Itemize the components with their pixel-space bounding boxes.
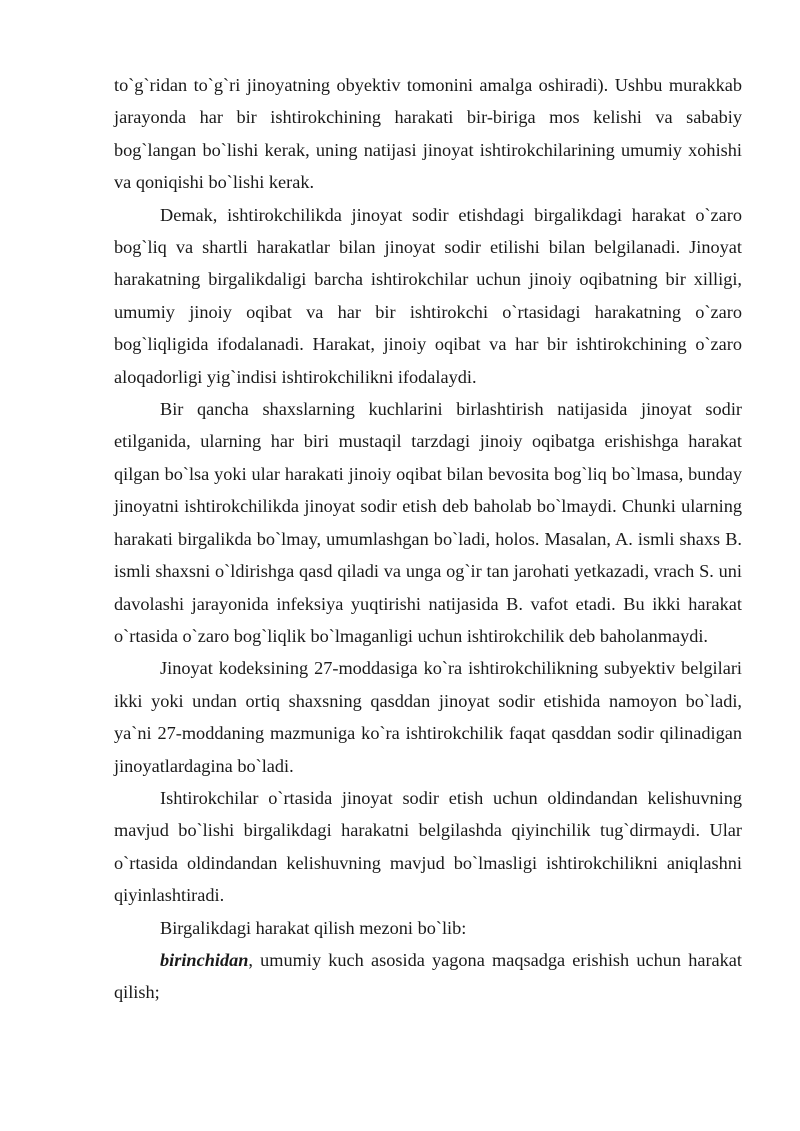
paragraph-birinchidan-text: , umumiy kuch asosida yagona maqsadga erishish uchun harakat qilish; — [114, 949, 742, 1003]
paragraph-demak: Demak, ishtirokchilikda jinoyat sodir etishdagi birgalikdagi harakat o`zaro bog`liq va shartli harakatlar bilan jinoyat sodir etilishi bilan belgilanadi. Jinoyat harakatning birgalikdaligi barcha ishtirokchilar uchun jinoiy oqibatning bir xilligi, umumiy jinoiy oqibat va har bir ishtirokchi o`rtasidagi harakatning o`zaro bog`liqligida ifodalanadi. Harakat, jinoiy oqibat va har bir ishtirokchining o`zaro aloqadorligi yig`indisi ishtirokchilikni ifodalaydi. — [114, 204, 742, 387]
paragraph-jinoyat-kodeksi: Jinoyat kodeksining 27-moddasiga ko`ra ishtirokchilikning subyektiv belgilari ikki yoki undan ortiq shaxsning qasddan jinoyat sodir etishida namoyon bo`ladi, ya`ni 27-moddaning mazmuniga ko`ra ishtirokchilik faqat qasddan sodir qilinadigan jinoyatlardagina bo`ladi. — [114, 658, 742, 776]
paragraph-ishtirokchilar: Ishtirokchilar o`rtasida jinoyat sodir etish uchun oldindandan kelishuvning mavjud bo`lishi birgalikdagi harakatni belgilashda qiyinchilik tug`dirmaydi. Ular o`rtasida oldindandan kelishuvning mavjud bo`lmasligi ishtirokchilikni aniqlashni qiyinlashtiradi. — [114, 787, 742, 906]
paragraph-mezon-intro: Birgalikdagi harakat qilish mezoni bo`lib: — [160, 917, 467, 938]
emphasis-birinchidan: birinchidan — [160, 949, 249, 970]
paragraph-birinchidan — [114, 944, 742, 1009]
paragraph-bir-qancha: Bir qancha shaxslarning kuchlarini birlashtirish natijasida jinoyat sodir etilganida, ularning har biri mustaqil tarzdagi jinoiy oqibatga erishishga harakat qilgan bo`lsa yoki ular harakati jinoiy oqibat bilan bevosita bog`liq bo`lmasa, bunday jinoyatni ishtirokchilikda jinoyat sodir etish deb baholab bo`lmaydi. Chunki ularning harakati birgalikda bo`lmay, umumlashgan bo`ladi, holos. Masalan, A. ismli shaxs B. ismli shaxsni o`ldirishga qasd qiladi va unga og`ir tan jarohati yetkazadi, vrach S. uni davolashi jarayonida infeksiya yuqtirishi natijasida B. vafot etadi. Bu ikki harakat o`rtasida o`zaro bog`liqlik bo`lmaganligi uchun ishtirokchilik deb baholanmaydi. — [114, 399, 742, 646]
document-page — [114, 69, 742, 1009]
paragraph-continuation: to`g`ridan to`g`ri jinoyatning obyektiv tomonini amalga oshiradi). Ushbu murakkab jarayonda har bir ishtirokchining harakati bir-biriga mos kelishi va sababiy bog`langan bo`lishi kerak, uning natijasi jinoyat ishtirokchilarining umumiy xohishi va qoniqishi bo`lishi kerak. — [114, 75, 742, 193]
